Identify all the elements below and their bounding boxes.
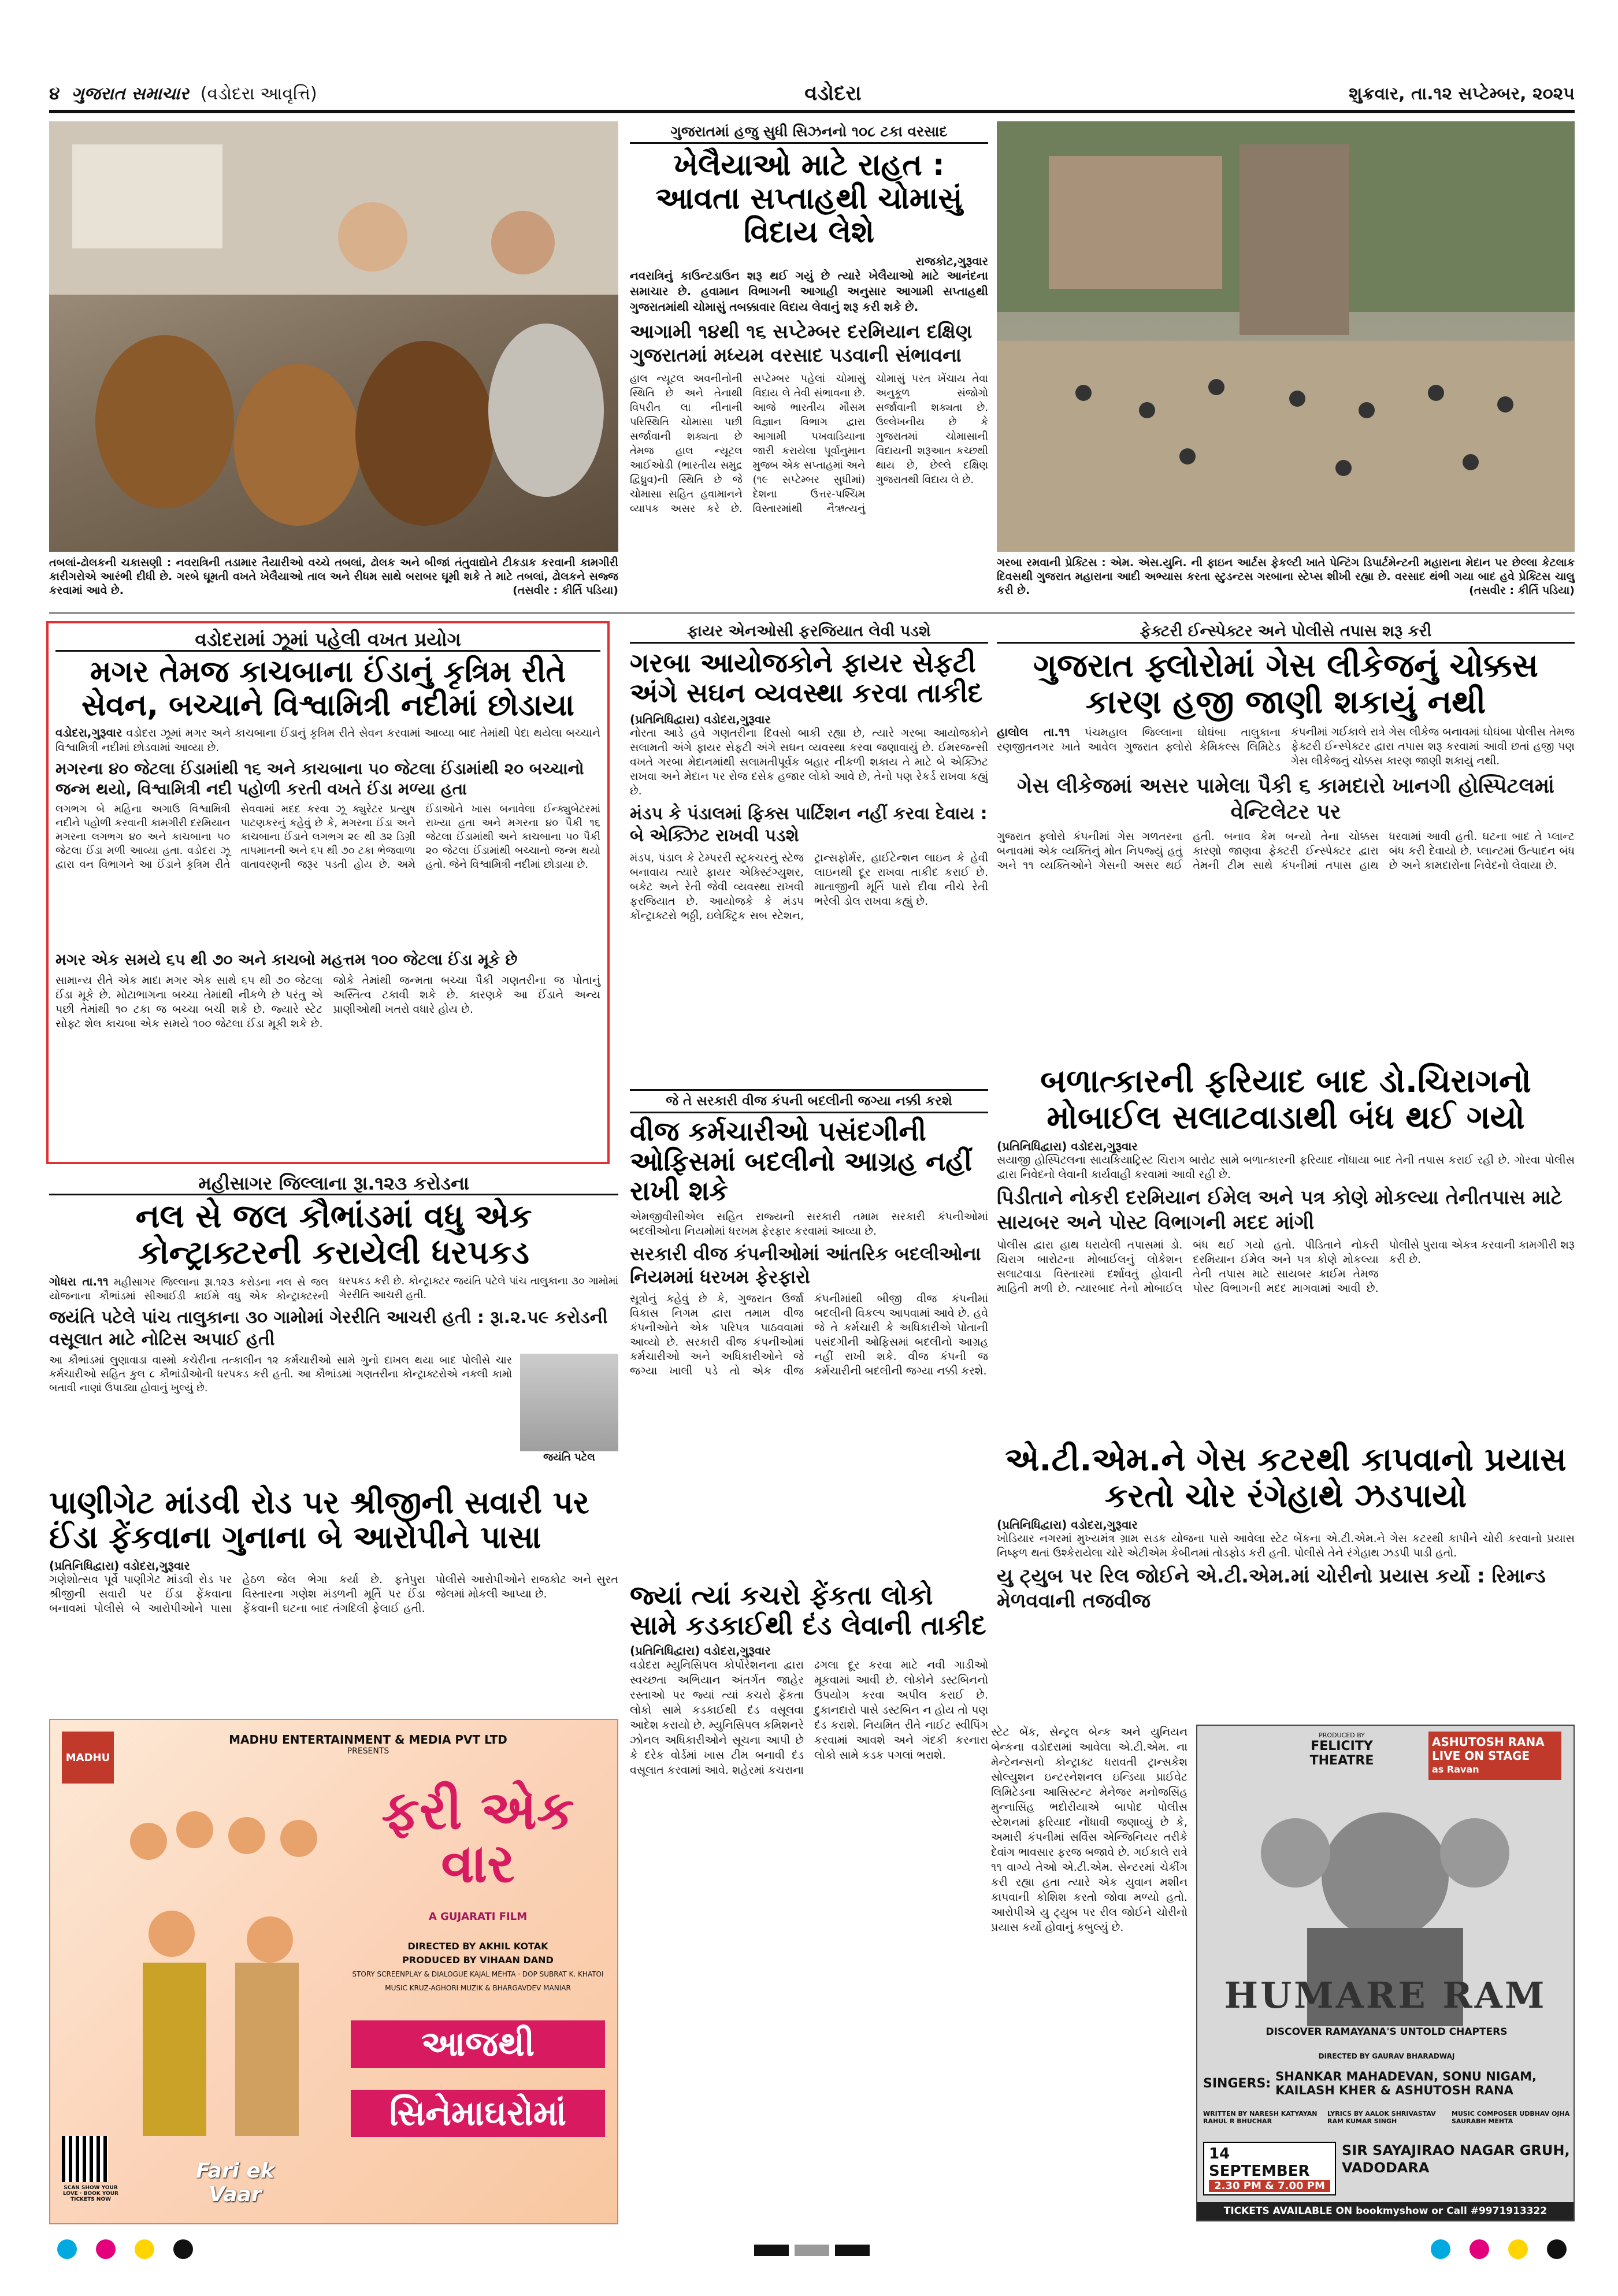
tabla-caption-text: તબલાં-ઢોલકની ચકાસણી : નવરાત્રિની તડામાર તૈયારીઓ વચ્ચે તબલાં, ઢોલક અને બીજાં તંતુવાદ્યોને ટીકડાક કરવાની કામગીરી કારીગરોએ આરંભી દીધી છે. ગરબે ઘૂમતી વખતે ખેલૈયાઓ તાલ અને રીધમ સાથે બરાબર ઘૂમી શકે તે માટે તબલાં, ઢોલકને સજ્જ કરવામાં આવે છે.: [49, 556, 618, 597]
reg-center: [754, 2245, 870, 2256]
nal-lead: [49, 1275, 618, 1303]
play-ad: [1196, 1725, 1575, 2221]
monsoon-dateline: રાજકોટ,ગુરૂવાર: [915, 254, 988, 268]
chirag-lead: સયાજી હોસ્પિટલના સાયકિયાટ્રિસ્ટ ચિરાગ બારોટ સામે બળાત્કારની ફરિયાદ નોંધાયા બાદ તેની તપાસ કરાઈ રહી છે. ગોરવા પોલીસ દ્વારા નિવેદનો લેવાની કાર્યવાહી કરવામાં આવી રહી છે.: [997, 1154, 1575, 1182]
film-story: STORY SCREENPLAY & DIALOGUE KAJAL MEHTA · DOP SUBRAT K. KHATOI: [352, 1970, 604, 1978]
monsoon-headline: ખેલૈયાઓ માટે રાહત : આવતા સપ્તાહથી ચોમાસું વિદાય લેશે: [655, 148, 963, 250]
film-presents: PRESENTS: [347, 1747, 389, 1756]
film-ad: [49, 1719, 618, 2224]
monsoon-lead: નવરાત્રિનું કાઉન્ટડાઉન શરૂ થઈ ગયું છે ત્યારે ખેલૈયાઓ માટે આનંદના સમાચાર છે. હવામાન વિભાગની આગાહી અનુસાર આગામી સપ્તાહથી ગુજરાતમાંથી ચોમાસું તબક્કાવાર વિદાય લેવાનું શરૂ કરી શકે છે.: [630, 268, 988, 314]
fire-body: નોરતા આડે હવે ગણતરીના દિવસો બાકી રહ્યા છે, ત્યારે ગરબા આયોજકોને સલામતી અંગે ફાયર સેફટી અંગે સઘન વ્યવસ્થા કરવા જણાવાયું છે. ઈમરજન્સી વખતે ગરબા મેદાનમાંથી સલામતીપૂર્વક બહાર નીકળી શકાય તે માટે બે એક્ઝિટ રાખવા અને મેદાન પર રોજ દસેક હજાર લોકો આવે છે, તેનો પણ રેકર્ડ રાખવા કહ્યું છે.: [630, 727, 988, 798]
tabla-illustration: [49, 121, 618, 552]
play-produced-by: PRODUCED BY: [1319, 1732, 1365, 1739]
garba-caption-text: ગરબા રમવાની પ્રેક્ટિસ : એમ. એસ.યુનિ. ની ફાઇન આર્ટસ ફેકલ્ટી ખાતે પેન્ટિંગ ડિપાર્ટમેન્ટની મહારાના મેદાન પર છેલ્લા કેટલાક દિવસથી ગુજરાત મહારાના આદી અભ્યાસ કરતા સ્ટુડન્ટસ ગરબાના સ્ટેપ્સ શીખી રહ્યા છે. વરસાદ થંભી ગયા બાદ હવે પ્રેક્ટિસ ચાલુ કરી છે.: [997, 556, 1575, 597]
nal-kicker: મહીસાગર જિલ્લાના રૂા.૧૨૩ કરોડના: [49, 1173, 618, 1195]
qr-code: [62, 2136, 108, 2182]
reg-bar-3: [835, 2245, 870, 2256]
monsoon-body: હાલ ન્યૂટલ અવનીનોની સ્થિતિ છે અને તેનાથી વિપરીત લા નીનાની પરિસ્થિતિ ચોમાસા પછી સર્જાવાની શક્યતા છે તેમજ હાલ ન્યૂટલ આઈઓડી (ભારતીય સમુદ્ર દ્વિધ્રુવ)ની સ્થિતિ છે જે ચોમાસા સહિત હવામાનને વ્યાપક અસર કરે છે. સપ્ટેમ્બર પહેલાં ચોમાસું વિદાય લે તેવી સંભાવના છે. આજે ભારતીય મૌસમ વિજ્ઞાન વિભાગ દ્વારા આગામી પખવાડિયાના જારી કરાયેલા પૂર્વાનુમાન મુજબ એક સપ્તાહમાં અને (૧૯ સપ્ટેમ્બર સુધીમાં) દેશના ઉત્તર-પશ્ચિમ વિસ્તારમાંથી નૈઋત્યનું ચોમાસું પરત ખેંચાય તેવા અનુકૂળ સંજોગો સર્જાવાની શક્યતા છે. ઉલ્લેખનીય છે કે ગુજરાતમાં ચોમાસાની વિદાયની શરૂઆત કચ્છથી થાય છે, છેલ્લે દક્ષિણ ગુજરાતથી વિદાય લે છે.: [630, 373, 988, 515]
monsoon-story: [630, 121, 988, 610]
reg-magenta: [96, 2239, 116, 2259]
play-title: HUMARE RAM: [1224, 1974, 1547, 2016]
tabla-credit: (તસવીર : કીર્તિ પડિયા): [513, 584, 618, 597]
date: શુક્રવાર, તા.૧૨ સપ્ટેમ્બર, ૨૦૨૫: [1349, 83, 1575, 104]
reg-right: [1423, 2239, 1575, 2261]
nal-lead-text: મહીસાગર જિલ્લાના રૂા.૧૨૩ કરોડના નલ સે જલ યોજનાના કૌભાંડમાં સીઆઈડી ક્રાઈમે વધુ એક કોન્ટ્રાક્ટરની ધરપકડ કરી છે. કોન્ટ્રાક્ટર જયંતિ પટેલે પાંચ તાલુકાના ૩૦ ગામોમાં ગેરરીતિ આચરી હતી.: [49, 1275, 618, 1303]
fire-kicker: ફાયર એનઓસી ફરજિયાત લેવી પડશે: [630, 621, 988, 644]
garbage-body: વડોદરા મ્યુનિસિપલ કોર્પોરેશનના દ્વારા સ્વચ્છતા અભિયાન અંતર્ગત જાહેર રસ્તાઓ પર જ્યાં ત્યાં કચરો ફેંકતા લોકો સામે કડકાઈથી દંડ વસૂલવા આદેશ કરાયો છે. મ્યુનિસિપલ કમિશનરે ઝોનલ અધિકારીઓને સૂચના આપી છે કે દરેક વોર્ડમાં ખાસ ટીમ બનાવી દંડ વસૂલાત કરવામાં આવે. શહેરમાં કચરાના ઢગલા દૂર કરવા માટે નવી ગાડીઓ મૂકવામાં આવી છે. લોકોને ડસ્ટબિનનો ઉપયોગ કરવા અપીલ કરાઈ છે. દુકાનદારો પાસે ડસ્ટબિન ન હોય તો પણ દંડ કરાશે. નિયમિત રીતે નાઈટ સ્વીપિંગ કરવામાં આવશે અને ગંદકી કરનારા લોકો સામે કડક પગલાં ભરાશે.: [630, 1659, 988, 1777]
singers-label: SINGERS:: [1203, 2076, 1271, 2091]
garbage-story: [630, 1577, 988, 2224]
garba-credit: (તસવીર : કીર્તિ પડિયા): [1469, 584, 1575, 597]
play-tickets: TICKETS AVAILABLE ON bookmyshow or Call #9971913322: [1197, 2202, 1574, 2220]
page-number: ૪: [49, 83, 60, 104]
nal-sub: જયંતિ પટેલે પાંચ તાલુકાના ૩૦ ગામોમાં ગેરરીતિ આચરી હતી : રૂા.૨.૫૯ કરોડની વસૂલાત માટે નોટિસ અપાઈ હતી: [49, 1307, 608, 1350]
felicity-logo: FELICITY THEATRE: [1309, 1739, 1374, 1768]
singers-names: SHANKAR MAHADEVAN, SONU NIGAM, KAILASH KHER & ASHUTOSH RANA: [1275, 2070, 1537, 2097]
play-date: 14 SEPTEMBER: [1209, 2145, 1310, 2180]
crocodile-kicker: વડોદરામાં ઝૂમાં પહેલી વખત પ્રયોગ: [55, 629, 600, 652]
reg-left: [49, 2239, 201, 2261]
gas-body-text: પંચમહાલ જિલ્લાના ઘોઘંબા તાલુકાના રણજીતનગર ખાતે આવેલ ગુજરાત ફ્લોરો કેમિકલ્સ લિમિટેડ કંપનીમાં ગઈકાલે રાત્રે ગેસ લીકેજ બનાવમાં ઘોઘંબા પોલીસ તેમજ ફેક્ટરી ઈન્સ્પેક્ટર દ્વારા તપાસ શરૂ કરવામાં આવી છતાં હજી પણ ગેસ લીકેજનું ચોક્કસ કારણ જાણી શકાયું નથી.: [997, 726, 1575, 768]
reg-yellow-2: [1508, 2239, 1528, 2259]
reg-cyan-2: [1431, 2239, 1450, 2259]
crocodile-story: [46, 621, 610, 1164]
play-tagline: DISCOVER RAMAYANA'S UNTOLD CHAPTERS: [1266, 2026, 1508, 2038]
nal-body: આ કૌભાંડમાં લુણાવાડા વાસ્મો કચેરીના તત્કાલીન ૧૨ કર્મચારીઓ સામે ગુનો દાખલ થયા બાદ પોલીસે ચાર કર્મચારીઓ સહિત કુલ ૮ કૌભાંડીઓની ધરપકડ કરી હતી. આ કૌભાંડમાં ગણતરીના કોન્ટ્રાક્ટરોએ નકલી કામો બતાવી નાણાં ઉપાડ્યા હોવાનું ખુલ્યું છે.: [49, 1354, 512, 1395]
play-time: 2.30 PM & 7.00 PM: [1209, 2180, 1330, 2192]
chirag-body: પોલીસ દ્વારા હાથ ધરાયેલી તપાસમાં ડો. ચિરાગ બારોટના મોબાઈલનું લોકેશન સલાટવાડા વિસ્તારમાં દર્શાવતું હોવાની માહિતી મળી છે. ત્યારબાદ તેનો મોબાઈલ બંધ થઈ ગયો હતો. પીડિતાને નોકરી દરમિયાન ઈમેલ અને પત્ર કોણે મોકલ્યા તેની તપાસ માટે સાયબર ક્રાઈમ તેમજ પોસ્ટ વિભાગની મદદ માગવામાં આવી છે. પોલીસે પુરાવા એકત્ર કરવાની કામગીરી શરૂ કરી છે.: [997, 1239, 1575, 1295]
play-credits: [1203, 2110, 1570, 2125]
gas-body2: ગુજરાત ફ્લોરો કંપનીમાં ગેસ ગળતરના બનાવમાં એક વ્યક્તિનું મોત નિપજ્યું હતું અને ૧૧ વ્યક્તિઓને ગેસની અસર થઈ હતી. બનાવ કેમ બન્યો તેના ચોક્કસ કારણો જાણવા ફેક્ટરી ઈન્સ્પેક્ટર દ્વારા તેમની ટીમ સાથે કંપનીમાં તપાસ હાથ ધરવામાં આવી હતી. ઘટના બાદ તે પ્લાન્ટ બંધ કરી દેવાયો છે. પ્લાન્ટમાં ઉત્પાદન બંધ છે અને કામદારોના નિવેદનો લેવાયા છે.: [997, 830, 1575, 872]
crocodile-sub2: મગર એક સમયે ૬૫ થી ૭૦ અને કાચબો મહત્તમ ૧૦૦ જેટલા ઈંડા મૂકે છે: [55, 951, 518, 969]
film-credits: [351, 1940, 605, 1995]
nal-headline: નલ સે જલ કૌભાંડમાં વધુ એક કોન્ટ્રાક્ટરની કરાયેલી ધરપકડ: [135, 1198, 532, 1272]
qr-note: SCAN SHOW YOUR LOVE · BOOK YOUR TICKETS NOW: [63, 2185, 118, 2202]
panigate-story: [49, 1482, 618, 1710]
fire-body2: મંડપ, પંડાલ કે ટેમ્પરરી સ્ટ્રકચરનું સ્ટેજ બનાવાય ત્યારે ફાયર એક્સ્ટિંગ્યુશર, બકેટ અને રેતી જેવી વ્યવસ્થા રાખવી ફરજિયાત છે. આયોજકે કે મંડપ કોંન્ટ્રાક્ટરો ભઠ્ઠી, ઇલેક્ટ્રિક સબ સ્ટેશન, ટ્રાન્સફોર્મર, હાઈટેન્શન લાઇન કે હેવી લાઇનથી દૂર રાખવા તાકીદ કરાઈ છે. માતાજીની મૂર્તિ પાસે દીવા નીચે રેતી ભરેલી ડોલ રાખવા કહ્યું છે.: [630, 852, 988, 923]
masthead: [49, 81, 1575, 106]
film-music: MUSIC KRUZ-AGHORI MUZIK & BHARGAVDEV MANIAR: [385, 1984, 571, 1992]
film-cinemas: સિનેમાઘરોમાં: [351, 2090, 605, 2137]
header-rule: [49, 110, 1575, 113]
elec-sub: સરકારી વીજ કંપનીઓમાં આંતરિક બદલીઓના નિયમમાં ધરખમ ફેરફારો: [630, 1242, 981, 1288]
film-now: આજથી: [351, 2020, 605, 2068]
play-when-where: [1203, 2142, 1570, 2195]
reg-yellow: [135, 2239, 154, 2259]
play-date-box: [1203, 2142, 1336, 2195]
crocodile-lead-text: વડોદરા ઝૂમાં મગર અને કાચબાના ઈંડાનું કૃત્રિમ રીતે સેવન કરવામાં આવ્યા બાદ તેમાંથી પેદા થયેલા બચ્ચાને વિશ્વામિત્રી નદીમાં છોડવામાં આવ્યા છે.: [55, 727, 600, 755]
film-title-en: Fari ek Vaar: [196, 2159, 274, 2206]
garba-photo: [997, 121, 1575, 552]
elec-headline: વીજ કર્મચારીઓ પસંદગીની ઓફિસમાં બદલીનો આગ્રહ નહીં રાખી શકે: [630, 1116, 973, 1207]
crocodile-dateline: વડોદરા,ગુરૂવાર: [55, 726, 123, 740]
elec-kicker: જે તે સરકારી વીજ કંપની બદલીની જગ્યા નક્કી કરશે: [630, 1089, 988, 1113]
garbage-headline: જ્યાં ત્યાં કચરો ફેંકતા લોકો સામે કડકાઈથી દંડ લેવાની તાકીદ: [630, 1580, 986, 1641]
madhu-logo: MADHU: [62, 1732, 114, 1784]
registration-strip: [49, 2236, 1575, 2265]
crocodile-headline: મગર તેમજ કાચબાના ઈંડાનું કૃત્રિમ રીતે સેવન, બચ્ચાને વિશ્વામિત્રી નદીમાં છોડાયા: [81, 655, 574, 723]
garba-caption: [997, 556, 1575, 605]
crocodile-body1: લગભગ બે મહિના અગાઉ વિશ્વામિત્રી નદીને પહોળી કરવાની કામગીરી દરમિયાન મગરના લગભગ ૪૦ અને કાચબાના ૫૦ જેટલા ઈંડા મળી આવ્યા હતા. વડોદરા ઝૂ દ્વારા વન વિભાગને આ ઈંડાને કૃત્રિમ રીતે સેવવામાં મદદ કરવા ઝૂ ક્યુરેટર પ્રત્યુષ પાટણકરનું કહેવું છે કે, મગરના ઈંડા અને કાચબાના ઈંડાને લગભગ ૨૯ થી ૩૨ ડિગ્રી તાપમાનની અને ૬૫ થી ૭૦ ટકા ભેજવાળા વાતાવરણની જરૂર પડતી હોય છે. અમે ઈંડાઓને ખાસ બનાવેલા ઈન્ક્યુબેટરમાં રાખ્યા હતા અને મગરના ૪૦ પૈકી ૧૬ જેટલા ઈંડામાંથી અને કાચબાના ૫૦ પૈકી ૨૦ જેટલા ઈંડામાંથી બચ્ચાનો જન્મ થયો હતો. જેને વિશ્વામિત્રી નદીમાં છોડાયા છે.: [55, 803, 600, 871]
gas-headline: ગુજરાત ફ્લોરોમાં ગેસ લીકેજનું ચોક્કસ કારણ હજી જાણી શકાયું નથી: [1033, 647, 1538, 721]
nal-se-jal-story: [49, 1173, 618, 1476]
live-badge: [1428, 1732, 1561, 1780]
panigate-body: ગણેશોત્સવ પૂર્વે પાણીગેટ માંડવી રોડ પર શ્રીજીની સવારી પર ઈંડા ફેંકવાના બનાવમાં પોલીસે બે આરોપીઓને પાસા હેઠળ જેલ ભેગા કર્યા છે. ફતેપુરા વિસ્તારના ગણેશ મંડળની મૂર્તિ પર ઈંડા ફેંકવાની ઘટના બાદ તંગદિલી ફેલાઈ હતી. પોલીસે આરોપીઓને રાજકોટ અને સુરત જેલમાં મોકલી આપ્યા છે.: [49, 1573, 618, 1615]
film-director: DIRECTED BY AKHIL KOTAK: [407, 1941, 548, 1952]
gas-dateline: હાલોલ તા.૧૧: [997, 725, 1070, 740]
atm-lead: ખોડિયાર નગરમાં મુખ્યમંત્ર ગ્રામ સડક યોજના પાસે આવેલા સ્ટેટ બેંકના એ.ટી.એમ.ને ગેસ કટરથી કાપીને ચોરી કરવાનો પ્રયાસ નિષ્ફળ થતાં ઉશ્કેરાયેલા ચોરે એટીએમ કેબીનમાં તોડફોડ કરી હતી. પોલીસે તેને રંગેહાથ ઝડપી પાડી હતો.: [997, 1532, 1575, 1560]
reg-bar-1: [754, 2245, 789, 2256]
chirag-headline: બળાત્કારની ફરિયાદ બાદ ડો.ચિરાગનો મોબાઈલ સલાટવાડાથી બંધ થઈ ગયો: [1040, 1062, 1531, 1136]
monsoon-sub: આગામી ૧૪થી ૧૬ સપ્ટેમ્બર દરમિયાન દક્ષિણ ગુજરાતમાં મધ્યમ વરસાદ પડવાની સંભાવના: [630, 319, 973, 366]
tabla-photo: [49, 121, 618, 552]
jayanti-photo: [520, 1354, 618, 1463]
fire-sub: મંડપ કે પંડાલમાં ફિક્સ પાર્ટિશન નહીં કરવા દેવાય : બે એક્ઝિટ રાખવી પડશે: [630, 804, 988, 846]
row-rule-1: [49, 612, 1575, 614]
fire-safety-story: [630, 621, 988, 1083]
crocodile-sub1: મગરના ૪૦ જેટલા ઈંડામાંથી ૧૬ અને કાચબાના ૫૦ જેટલા ઈંડામાંથી ૨૦ બચ્ચાનો જન્મ થયો, વિશ્વામિત્રી નદી પહોળી કરતી વખતે ઈંડા મળ્યા હતા: [55, 759, 584, 799]
chirag-story: [997, 1060, 1575, 1430]
reg-magenta-2: [1469, 2239, 1489, 2259]
play-composer: MUSIC COMPOSER UDBHAV OJHA SAURABH MEHTA: [1452, 2110, 1570, 2125]
panigate-headline: પાણીગેટ માંડવી રોડ પર શ્રીજીની સવારી પર ઈંડા ફેંકવાના ગુનાના બે આરોપીને પાસા: [49, 1484, 589, 1556]
gas-kicker: ફેક્ટરી ઈન્સ્પેક્ટર અને પોલીસે તપાસ શરૂ કરી: [997, 621, 1575, 644]
elec-lead: એમજીવીસીએલ સહિત રાજ્યની સરકારી તમામ સરકારી કંપનીઓમાં બદલીઓના નિયમોમાં ધરખમ ફેરફાર કરવામાં આવ્યા છે.: [630, 1210, 988, 1238]
atm-dateline: (પ્રતિનિધિદ્વારા) વડોદરા,ગુરૂવાર: [997, 1518, 1138, 1532]
nal-dateline: ગોધરા તા.૧૧: [49, 1275, 109, 1289]
edition: (વડોદરા આવૃત્તિ): [200, 83, 317, 104]
crocodile-body2: સામાન્ય રીતે એક માદા મગર એક સાથે ૬૫ થી ૭૦ જેટલા ઈંડા મૂકે છે. મોટાભાગના બચ્ચા તેમાંથી નીકળે છે પરંતુ એ પછી તેમાંથી ૧૦ ટકા જ બચ્ચા બચી શકે છે. જ્યારે સ્ટેટ સોફ્ટ શેલ કાચબા એક સમયે ૧૦૦ જેટલા ઈંડા મૂકી શકે છે. જોકે તેમાંથી જન્મતા બચ્ચા પૈકી ગણતરીના જ પોતાનું અસ્તિત્વ ટકાવી શકે છે. કારણકે આ ઈંડાને અન્ય પ્રાણીઓથી ખતરો વધારે હોય છે.: [55, 974, 600, 1031]
play-venue: SIR SAYAJIRAO NAGAR GRUH, VADODARA: [1342, 2142, 1570, 2176]
gas-leak-story: [997, 621, 1575, 1049]
atm-body: સ્ટેટ બેંક, સેન્ટ્રલ બેન્ક અને યુનિયન બેન્કના વડોદરામાં આવેલા એ.ટી.એમ. ના મેન્ટેનન્સનો કોન્ટ્રાક્ટ ધરાવતી ટ્રાન્સકેશ સોલ્યુશન ઇન્ટરનેશનલ ઇન્ડિયા પ્રાઈવેટ લિમિટેડના આસિસ્ટન્ટ મેનેજર મનોજસિંહ મુન્નાસિંહ ભદોરીયાએ બાપોદ પોલીસ સ્ટેશનમાં ફરિયાદ નોંધાવી જણાવ્યું છે કે, અમારી કંપનીમાં સર્વિસ એન્જિનિયર તરીકે દેવાંગ ભાવસાર ફરજ બજાવે છે. ગઈકાલે રાત્રે ૧૧ વાગ્યે તેઓ એ.ટી.એમ. સેન્ટરમાં ચેકીંગ કરી રહ્યા હતા ત્યારે એક યુવાન મશીન કાપવાની કોશિશ કરતો જોવા મળ્યો હતો. આરોપીએ યુ ટ્યુબ પર રીલ જોઈને ચોરીનો પ્રયાસ કર્યો હોવાનું કબુલ્યું છે.: [991, 1726, 1187, 1934]
play-direction: DIRECTED BY GAURAV BHARADWAJ: [1318, 2052, 1455, 2060]
play-star: ASHUTOSH RANA: [1432, 1735, 1545, 1749]
reg-cyan: [57, 2239, 77, 2259]
reg-black-2: [1547, 2239, 1567, 2259]
film-title-gu: ફરી એક વાર: [381, 1779, 574, 1894]
crocodile-lead: [55, 726, 600, 755]
city-title: વડોદરા: [804, 81, 862, 105]
elec-body: સૂત્રોનું કહેવું છે કે, ગુજરાત ઉર્જા વિકાસ નિગમ દ્વારા તમામ વીજ કંપનીઓને એક પરિપત્ર પાઠવવામાં આવ્યો છે. સરકારી વીજ કંપનીઓમાં કર્મચારીઓ અને અધિકારીઓને જે જગ્યા ખાલી પડે તો એક વીજ કંપનીમાંથી બીજી વીજ કંપનીમાં બદલીની વિકલ્પ આપવામાં આવે છે. હવે જે તે કર્મચારી કે અધિકારીએ પોતાની પસંદગીની ઓફિસમાં બદલીનો આગ્રહ નહીં રાખી શકે. વીજ કંપની જ કર્મચારીની બદલીની જગ્યા નક્કી કરશે.: [630, 1292, 988, 1377]
garba-illustration: [997, 121, 1575, 552]
chirag-sub: પિડીતાને નોકરી દરમિયાન ઈમેલ અને પત્ર કોણે મોકલ્યા તેનીતપાસ માટે સાયબર અને પોસ્ટ વિભાગની મદદ માંગી: [997, 1186, 1563, 1234]
singers-block: [1203, 2070, 1570, 2097]
electricity-story: [630, 1089, 988, 1569]
garbage-dateline: (પ્રતિનિધિદ્વારા) વડોદરા,ગુરૂવાર: [630, 1644, 771, 1658]
tabla-caption: [49, 556, 618, 605]
reg-black: [173, 2239, 193, 2259]
gas-sub: ગેસ લીકેજમાં અસર પામેલા પૈકી ૬ કામદારો ખાનગી હોસ્પિટલમાં વેન્ટિલેટર પર: [1017, 774, 1554, 824]
play-live: LIVE ON STAGE: [1432, 1749, 1530, 1763]
reg-bar-2: [795, 2245, 829, 2256]
play-lyrics: LYRICS BY AALOK SHRIVASTAV RAM KUMAR SINGH: [1327, 2110, 1436, 2125]
atm-headline: એ.ટી.એમ.ને ગેસ કટરથી કાપવાનો પ્રયાસ કરતો ચોર રંગેહાથે ઝડપાયો: [1005, 1441, 1567, 1515]
jayanti-photo-caption: જયંતિ પટેલ: [520, 1451, 618, 1463]
fire-dateline: (પ્રતિનિધિદ્વારા) વડોદરા,ગુરૂવાર: [630, 712, 771, 727]
play-writer: WRITTEN BY NARESH KATYAYAN RAHUL R BHUCHAR: [1203, 2110, 1318, 2125]
chirag-dateline: (પ્રતિનિધિદ્વારા) વડોદરા,ગુરૂવાર: [997, 1139, 1138, 1154]
film-subtitle: A GUJARATI FILM: [428, 1911, 528, 1923]
film-producer: MADHU ENTERTAINMENT & MEDIA PVT LTD: [229, 1733, 507, 1747]
atm-sub: યુ ટ્યુબ પર રિલ જોઈને એ.ટી.એમ.માં ચોરીનો પ્રયાસ કર્યો : રિમાન્ડ મેળવવાની તજવીજ: [997, 1565, 1546, 1613]
monsoon-kicker: ગુજરાતમાં હજુ સુધી સિઝનનો ૧૦૮ ટકા વરસાદ: [630, 121, 988, 144]
atm-story: [997, 1439, 1575, 1722]
film-producer-by: PRODUCED BY VIHAAN DAND: [402, 1955, 554, 1966]
paper-name: ગુજરાત સમાચાર: [71, 83, 189, 104]
cast-illustration: [114, 1795, 345, 2142]
fire-headline: ગરબા આયોજકોને ફાયર સેફટી અંગે સઘન વ્યવસ્થા કરવા તાકીદ: [630, 647, 983, 708]
gas-body: [997, 725, 1575, 768]
play-as: as Ravan: [1432, 1764, 1479, 1775]
panigate-dateline: (પ્રતિનિધિદ્વારા) વડોદરા,ગુરૂવાર: [49, 1558, 190, 1573]
